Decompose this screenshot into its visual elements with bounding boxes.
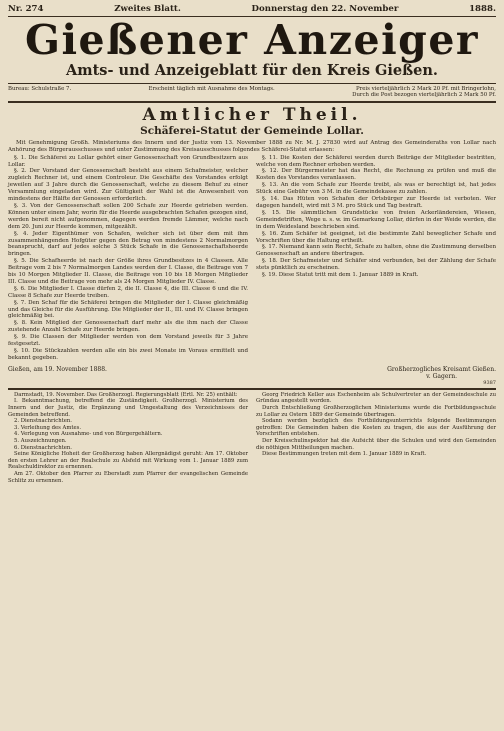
issue-date: Donnerstag den 22. November bbox=[251, 4, 399, 14]
paragraph: §. 2. Der Vorstand der Genossenschaft besteht aus einem Schafmeister, welcher zugleich Rechner ist, und einem Controleur. Die Geschäfte des Vorstandes erfolgt jeweilen auf 3 Jahre durch die Genossenschaft, welche zu diesem Behuf zu einer Versammlung eingeladen wird. Zur Gültigkeit der Wahl ist die Anwesenheit von mindestens der Hälfte der Genossen erforderlich. bbox=[8, 168, 248, 203]
publication-schedule: Erscheint täglich mit Ausnahme des Montags. bbox=[148, 86, 275, 92]
paragraph: §. 3. Von der Genossenschaft sollen 200 Schafe zur Heerde getrieben werden. Können unter einem Jahr, worin für die Heerde ausgebrachten Schafen gezogen sind, werden bereit nicht aufgenommen, dagegen werden fremde Lämmer, welche nach dem 20. Juni zur Heerde kommen, mitgezählt. bbox=[8, 202, 248, 230]
issue-year: 1888. bbox=[469, 4, 496, 14]
paragraph: 2. Dienstnachrichten. bbox=[14, 418, 72, 425]
edition-label: Zweites Blatt. bbox=[114, 4, 181, 14]
sign-authority: Großherzogliches Kreisamt Gießen. v. Gagern. bbox=[387, 365, 496, 380]
paragraph: Durch Entschließung Großherzoglichen Ministeriums wurde die Fortbildungsschule zu Lollar zu Ostern 1889 der Gemeinde übertragen. bbox=[256, 405, 496, 418]
paragraph: §. 11. Die Kosten der Schäferei werden durch Beiträge der Mitglieder bestritten, welche von dem Rechner erhoben werden. bbox=[256, 154, 496, 168]
paragraph: §. 7. Den Schaf für die Schäferei bringen die Mitglieder der I. Classe gleichmäßig und das Gleiche für die Ausführung. Die Mitglieder der II., III. und IV. Classe bringen gleichmäßig bei. bbox=[8, 299, 248, 320]
bureau-address: Bureau: Schulstraße 7. bbox=[8, 86, 72, 92]
paragraph: I. Bekanntmachung, betreffend die Zuständigkeit. Großherzogl. Ministerium des Innern und der Justiz, die Ergänzung und Umgestaltung des Verzeichnisses der Gemeinden betreffend. bbox=[8, 398, 248, 418]
paragraph: §. 9. Die Classen der Mitglieder werden von dem Vorstand jeweils für 3 Jahre festgesetzt. bbox=[8, 334, 248, 348]
paragraph: 5. Auszeichnungen. bbox=[14, 437, 67, 444]
divider bbox=[8, 388, 496, 390]
paragraph: §. 5. Die Schafheerde ist nach der Größe ihres Grundbesitzes in 4 Classen. Alle Beitrage vom 2 bis 7 Normalmorgen Landes werden der I. Classe, die Beitrage von 7 bis 10 Morgen Mitglieder II. Classe, die Beitrage von 10 bis 18 Morgen Mitglieder III. Classe und die Beitrage von mehr als 24 Morgen Mitglieder IV. Classe. bbox=[8, 258, 248, 285]
section-title: Amtlicher Theil. bbox=[142, 104, 362, 125]
statute-intro: Mit Genehmigung Großh. Ministeriums des Innern und der Justiz vom 13. November 1888 zu Nr. M. J. 27830 wird auf Antrag des Gemeinderaths von Lollar nach Anhörung des Bürgerausschusses und unter Zustimmung des Kreisausschusses folgendes Schäferei-Statut erlassen: bbox=[8, 139, 496, 153]
sign-place-date: Gießen, am 19. November 1888. bbox=[8, 365, 107, 373]
paragraph: §. 13. An die vom Schafe zur Heerde treibt, als was er berechtigt ist, hat jedes Stück eine Gebühr von 3 M. in die Gemeindekasse zu zahlen. bbox=[256, 182, 496, 196]
paragraph: Darmstadt, 19. November. Das Großherzogl. Regierungsblatt (Ertl. Nr. 25) enthält: bbox=[14, 391, 238, 398]
subscription-price: Preis vierteljährlich 2 Mark 20 Pf. mit Bringerlohn, Durch die Post bezogen vierteljährlich 2 Mark 50 Pf. bbox=[352, 86, 496, 99]
info-bar bbox=[8, 83, 496, 103]
reference-number: 9387 bbox=[483, 379, 496, 386]
paragraph: Der Kreisschulinspektor hat die Aufsicht über die Schulen und wird den Gemeinden die nöthigen Mittheilungen machen. bbox=[256, 437, 496, 451]
paragraph: Diese Bestimmungen treten mit dem 1. Januar 1889 in Kraft. bbox=[262, 451, 427, 458]
masthead-title: Gießener Anzeiger bbox=[24, 16, 480, 64]
paragraph: Georg Friedrich Keller aus Eschenheim als Schulvertreter an der Gemeindeschule zu Gründau angestellt worden. bbox=[256, 391, 496, 405]
paragraph: §. 4. Jeder Eigenthümer von Schafen, welcher sich ist über dem mit ihm zusammenhängenden Hofgüter gegen den Betrag von mindestens 2 Normalmorgen beansprucht, darf auf jedes solche 3 Stück Schafe in die Genossenschaftsheerde bringen. bbox=[8, 230, 248, 258]
paragraph: Am 27. Oktober den Pfarrer zu Eberstadt zum Pfarrer der evangelischen Gemeinde Schlitz zu ernennen. bbox=[8, 470, 248, 484]
news-left-column bbox=[8, 392, 248, 484]
paragraph: §. 8. Kein Mitglied der Genossenschaft darf mehr als die ihm nach der Classe zustehende Anzahl Schafe zur Heerde bringen. bbox=[8, 320, 248, 334]
paragraph: §. 19. Diese Statut tritt mit dem 1. Januar 1889 in Kraft. bbox=[262, 272, 419, 279]
paragraph: 3. Verleihung des Amtes. bbox=[14, 424, 82, 431]
statute-right-column bbox=[256, 155, 496, 362]
paragraph: §. 14. Das Hüten von Schafen der Ortsbürger zur Heerde ist verboten. Wer dagegen handelt, wird mit 3 M. pro Stück und Tag bestraft. bbox=[256, 196, 496, 209]
paragraph: §. 16. Zum Schäfer ist geeignet, ist die bestimmte Zahl beweglicher Schafe und Vorschriften über die Haltung ertheilt. bbox=[256, 230, 496, 244]
paragraph: §. 12. Der Bürgermeister hat das Recht, die Rechnung zu prüfen und muß die Kosten des Vorstandes veranlassen. bbox=[256, 168, 496, 182]
paragraph: Seine Königliche Hoheit der Großherzog haben Allergnädigst geruht: Am 17. Oktober den ersten Lehrer an der Realschule zu Alsfeld mit Wirkung vom 1. Januar 1889 zum Realschuldirektor zu ernennen. bbox=[8, 451, 248, 471]
paragraph: §. 1. Die Schäferei zu Lollar gehört einer Genossenschaft von Grundbesitzern aus Lollar. bbox=[8, 154, 248, 168]
masthead-subtitle: Amts- und Anzeigeblatt für den Kreis Gießen. bbox=[66, 62, 438, 79]
paragraph: §. 10. Die Stückzahlen werden alle ein bis zwei Monate im Voraus ermittelt und bekannt gegeben. bbox=[8, 348, 248, 361]
paragraph: 4. Verlegung von Ausnahme- und von Bürgergehältern. bbox=[14, 431, 163, 438]
paragraph: §. 18. Der Schafmeister und Schäfer sind verbunden, bei der Zählung der Schafe stets pünktlich zu erscheinen. bbox=[256, 258, 496, 272]
paragraph: §. 15. Die sämmtlichen Grundstücke von freien Ackerländereien, Wiesen, Gemeindetriften, Wege u. s. w. im Gemarkung Lollar, dürfen in der Weide werden, die in dem Weidesland beschrieben sind. bbox=[256, 209, 496, 230]
statute-title: Schäferei-Statut der Gemeinde Lollar. bbox=[140, 124, 364, 137]
issue-number: Nr. 274 bbox=[8, 4, 44, 14]
news-columns bbox=[8, 392, 496, 484]
paragraph: §. 6. Die Mitglieder I. Classe dürfen 2, die II. Classe 4, die III. Classe 6 und die IV. Classe 8 Schafe zur Heerde treiben. bbox=[8, 285, 248, 299]
paragraph: §. 17. Niemand kann sein Recht, Schafe zu halten, ohne die Zustimmung derselben Genossenschaft an andere übertragen. bbox=[256, 244, 496, 258]
statute-left-column bbox=[8, 155, 248, 362]
statute-columns bbox=[8, 155, 496, 362]
paragraph: Sodann werden bezüglich des Fortbildungsunterrichts folgende Bestimmungen getroffen: Die Gemeinden haben die Kosten zu tragen, die aus der Ausführung der Vorschriften entstehen. bbox=[256, 418, 496, 438]
news-right-column bbox=[256, 392, 496, 484]
signature-block bbox=[8, 366, 496, 380]
paragraph: 6. Dienstnachrichten. bbox=[14, 444, 72, 451]
